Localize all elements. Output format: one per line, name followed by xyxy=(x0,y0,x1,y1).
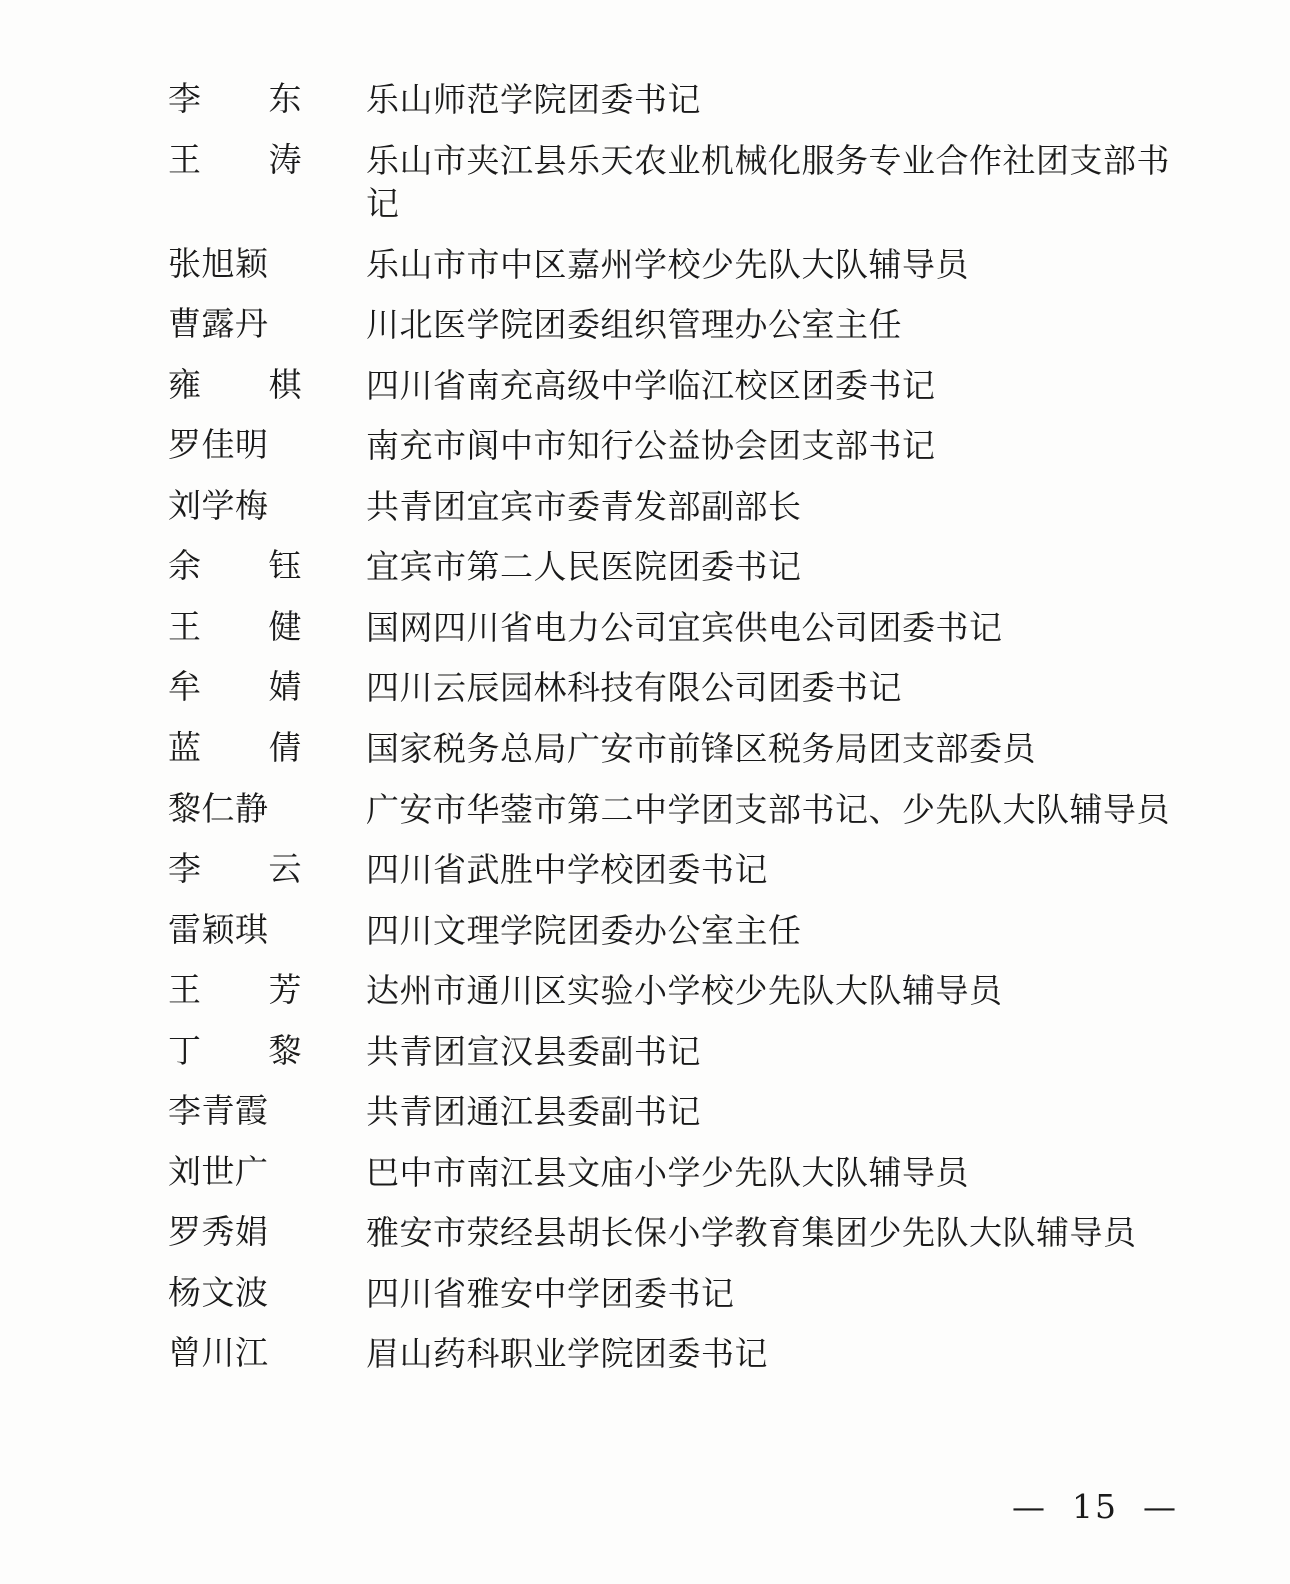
person-name: 王 涛 xyxy=(168,139,302,179)
list-item xyxy=(168,727,1178,771)
name-role-list xyxy=(168,78,1178,1393)
person-name: 李青霞 xyxy=(168,1091,269,1131)
person-role: 四川省南充高级中学临江校区团委书记 xyxy=(366,365,936,405)
person-role: 巴中市南江县文庙小学少先队大队辅导员 xyxy=(366,1152,969,1192)
person-role: 广安市华蓥市第二中学团支部书记、少先队大队辅导员 xyxy=(366,789,1170,829)
list-item xyxy=(168,969,1178,1013)
person-name: 黎仁静 xyxy=(168,788,269,828)
list-item xyxy=(168,1151,1178,1195)
list-item xyxy=(168,303,1178,347)
person-role: 乐山市市中区嘉州学校少先队大队辅导员 xyxy=(366,244,969,284)
list-item xyxy=(168,78,1178,122)
list-item xyxy=(168,139,1178,226)
person-role: 乐山市夹江县乐天农业机械化服务专业合作社团支部书记 xyxy=(366,140,1170,224)
list-item xyxy=(168,1332,1178,1376)
person-name: 张旭颖 xyxy=(168,243,269,283)
person-name: 蓝 倩 xyxy=(168,728,302,768)
person-role: 南充市阆中市知行公益协会团支部书记 xyxy=(366,426,936,466)
person-name: 李 云 xyxy=(168,849,302,889)
person-name: 王 健 xyxy=(168,606,302,646)
list-item xyxy=(168,424,1178,468)
person-name: 余 钰 xyxy=(168,546,302,586)
list-item xyxy=(168,909,1178,953)
person-name: 王 芳 xyxy=(168,970,302,1010)
person-name: 李 东 xyxy=(168,79,302,118)
person-name: 罗秀娟 xyxy=(168,1212,269,1252)
person-name: 丁 黎 xyxy=(168,1030,302,1070)
person-name: 雷颖琪 xyxy=(168,909,269,949)
person-role: 宜宾市第二人民医院团委书记 xyxy=(366,547,802,587)
list-item xyxy=(168,848,1178,892)
person-role: 眉山药科职业学院团委书记 xyxy=(366,1334,768,1374)
list-item xyxy=(168,485,1178,529)
list-item xyxy=(168,1211,1178,1255)
list-item xyxy=(168,666,1178,710)
list-item xyxy=(168,1030,1178,1074)
person-name: 刘学梅 xyxy=(168,485,269,525)
person-role: 四川省武胜中学校团委书记 xyxy=(366,850,768,890)
person-name: 牟 婧 xyxy=(168,667,302,707)
person-role: 四川省雅安中学团委书记 xyxy=(366,1273,735,1313)
person-name: 刘世广 xyxy=(168,1151,269,1191)
person-role: 共青团宣汉县委副书记 xyxy=(366,1031,701,1071)
person-role: 达州市通川区实验小学校少先队大队辅导员 xyxy=(366,971,1003,1011)
person-name: 曾川江 xyxy=(168,1333,269,1373)
person-name: 杨文波 xyxy=(168,1272,269,1312)
page-number xyxy=(0,1487,1178,1526)
person-role: 四川云辰园林科技有限公司团委书记 xyxy=(366,668,902,708)
person-role: 共青团宜宾市委青发部副部长 xyxy=(366,486,802,526)
person-role: 国家税务总局广安市前锋区税务局团支部委员 xyxy=(366,729,1036,769)
list-item xyxy=(168,545,1178,589)
list-item xyxy=(168,788,1178,832)
person-name: 曹露丹 xyxy=(168,304,269,344)
person-name: 罗佳明 xyxy=(168,425,269,465)
person-role: 四川文理学院团委办公室主任 xyxy=(366,910,802,950)
person-role: 共青团通江县委副书记 xyxy=(366,1092,701,1132)
person-role: 乐山师范学院团委书记 xyxy=(366,80,701,119)
list-item xyxy=(168,606,1178,650)
person-role: 国网四川省电力公司宜宾供电公司团委书记 xyxy=(366,607,1003,647)
person-name: 雍 棋 xyxy=(168,364,302,404)
list-item xyxy=(168,1090,1178,1134)
person-role: 雅安市荥经县胡长保小学教育集团少先队大队辅导员 xyxy=(366,1213,1137,1253)
list-item xyxy=(168,364,1178,408)
person-role: 川北医学院团委组织管理办公室主任 xyxy=(366,305,902,345)
list-item xyxy=(168,1272,1178,1316)
page-number-text: — 15 — xyxy=(1012,1487,1178,1526)
list-item xyxy=(168,243,1178,287)
